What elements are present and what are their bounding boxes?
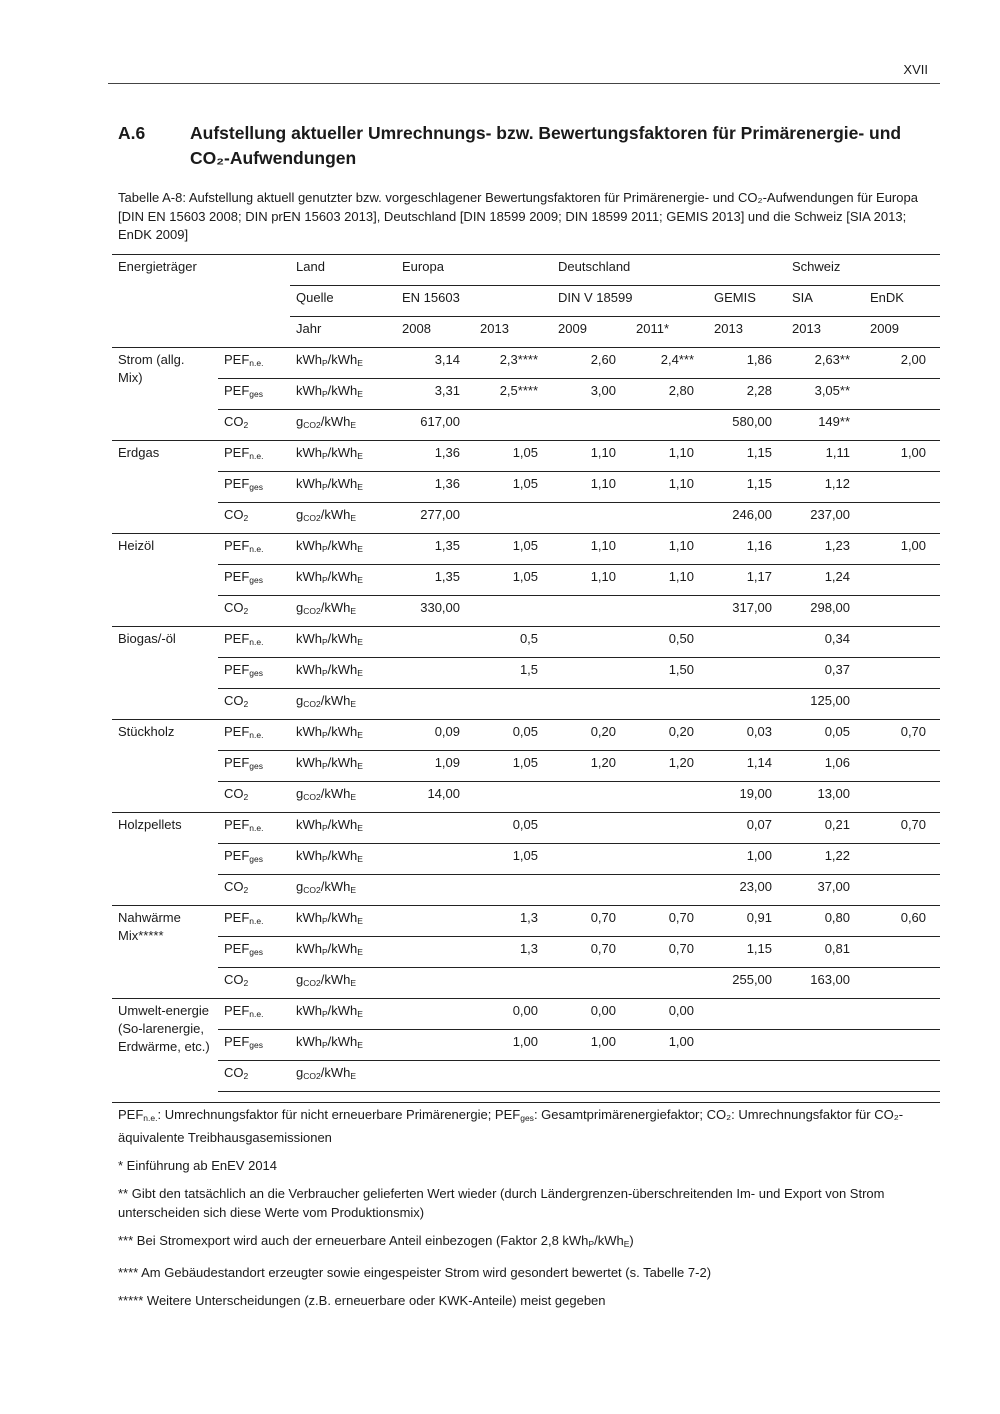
energy-carrier-name: Nahwärme Mix***** (112, 906, 218, 999)
value-cell (630, 875, 708, 906)
value-cell (396, 689, 474, 720)
value-cell (396, 906, 474, 937)
unit-label: kWh$_P$/kWh$_E$ (290, 751, 396, 782)
value-cell: 277,00 (396, 503, 474, 534)
value-cell: 0,05 (474, 720, 552, 751)
value-cell (474, 596, 552, 627)
value-cell: 125,00 (786, 689, 864, 720)
table-caption: Tabelle A-8: Aufstellung aktuell genutzter bzw. vorgeschlagener Bewertungsfaktoren für Primärenergie- und CO₂-Aufwendungen für Europa [DIN EN 15603 2008; DIN prEN 15603 2013], Deutschland [DIN 18599 2009; DIN 18599 2011; GEMIS 2013] und die Schweiz [SIA 2013; EnDK 2009] (118, 190, 918, 242)
value-cell: 0,60 (864, 906, 940, 937)
value-cell (630, 968, 708, 999)
value-cell: 0,20 (552, 720, 630, 751)
table-row (112, 968, 940, 999)
value-cell: 1,15 (708, 472, 786, 503)
factor-label: $PEF_{ges}$ (218, 751, 290, 782)
unit-label: kWh$_P$/kWh$_E$ (290, 844, 396, 875)
header-europa: Europa (396, 255, 552, 286)
value-cell: 0,00 (474, 999, 552, 1030)
factor-label: $PEF_{ges}$ (218, 844, 290, 875)
value-cell: 1,10 (552, 565, 630, 596)
value-cell (396, 999, 474, 1030)
value-cell: 1,24 (786, 565, 864, 596)
value-cell: 317,00 (708, 596, 786, 627)
value-cell: 23,00 (708, 875, 786, 906)
header-jahr: Jahr (290, 317, 396, 348)
value-cell (552, 689, 630, 720)
note-1: * Einführung ab EnEV 2014 (118, 1158, 278, 1173)
value-cell (396, 1030, 474, 1061)
header-year: 2008 (396, 317, 474, 348)
header-year: 2011* (630, 317, 708, 348)
value-cell (552, 782, 630, 813)
unit-label: kWh$_P$/kWh$_E$ (290, 441, 396, 472)
value-cell: 1,00 (630, 1030, 708, 1061)
value-cell: 2,00 (864, 348, 940, 379)
energy-carrier-name: Biogas/-öl (112, 627, 218, 720)
value-cell: 3,31 (396, 379, 474, 410)
value-cell (864, 875, 940, 906)
table-row (112, 999, 940, 1030)
value-cell (474, 782, 552, 813)
value-cell (864, 937, 940, 968)
value-cell: 1,16 (708, 534, 786, 565)
value-cell (630, 596, 708, 627)
value-cell: 163,00 (786, 968, 864, 999)
value-cell (864, 999, 940, 1030)
unit-label: $g_{CO2}/kWh_E$ (290, 875, 396, 906)
value-cell (708, 1030, 786, 1061)
value-cell: 0,00 (630, 999, 708, 1030)
value-cell (864, 503, 940, 534)
factor-label: $PEF_{ges}$ (218, 937, 290, 968)
energy-carrier-name: Strom (allg. Mix) (112, 348, 218, 441)
value-cell: 1,23 (786, 534, 864, 565)
value-cell: 1,17 (708, 565, 786, 596)
value-cell (552, 627, 630, 658)
value-cell: 0,81 (786, 937, 864, 968)
value-cell: 2,63** (786, 348, 864, 379)
value-cell: 1,35 (396, 565, 474, 596)
header-dinv18599: DIN V 18599 (552, 286, 708, 317)
header-quelle: Quelle (290, 286, 396, 317)
value-cell: 19,00 (708, 782, 786, 813)
value-cell: 2,4*** (630, 348, 708, 379)
table-row (112, 813, 940, 844)
value-cell: 1,35 (396, 534, 474, 565)
factor-label: $CO_2$ (218, 782, 290, 813)
value-cell: 1,3 (474, 906, 552, 937)
value-cell (552, 658, 630, 689)
value-cell (864, 627, 940, 658)
value-cell (708, 627, 786, 658)
value-cell: 1,10 (630, 472, 708, 503)
value-cell (552, 875, 630, 906)
value-cell (552, 410, 630, 441)
value-cell: 1,3 (474, 937, 552, 968)
factor-label: $PEF_{n.e.}$ (218, 999, 290, 1030)
value-cell: 1,10 (630, 565, 708, 596)
unit-label: kWh$_P$/kWh$_E$ (290, 658, 396, 689)
unit-label: $g_{CO2}/kWh_E$ (290, 782, 396, 813)
factor-label: $PEF_{n.e.}$ (218, 906, 290, 937)
value-cell: 580,00 (708, 410, 786, 441)
value-cell (396, 813, 474, 844)
header-sia: SIA (786, 286, 864, 317)
table-row (112, 379, 940, 410)
value-cell (630, 844, 708, 875)
header-land: Land (290, 255, 396, 286)
energy-carrier-name: Erdgas (112, 441, 218, 534)
value-cell: 0,34 (786, 627, 864, 658)
value-cell: 1,50 (630, 658, 708, 689)
value-cell: 0,00 (552, 999, 630, 1030)
unit-label: kWh$_P$/kWh$_E$ (290, 999, 396, 1030)
value-cell: 1,86 (708, 348, 786, 379)
factor-label: $CO_2$ (218, 410, 290, 441)
factor-table (112, 254, 940, 1092)
unit-label: kWh$_P$/kWh$_E$ (290, 379, 396, 410)
value-cell: 2,60 (552, 348, 630, 379)
value-cell (708, 1061, 786, 1092)
value-cell (396, 844, 474, 875)
unit-label: $g_{CO2}/kWh_E$ (290, 968, 396, 999)
value-cell: 1,10 (552, 534, 630, 565)
header-year: 2009 (864, 317, 940, 348)
value-cell (864, 751, 940, 782)
value-cell: 2,80 (630, 379, 708, 410)
value-cell (396, 1061, 474, 1092)
value-cell (630, 1061, 708, 1092)
value-cell: 0,70 (630, 906, 708, 937)
value-cell (552, 596, 630, 627)
table-row (112, 534, 940, 565)
value-cell (864, 844, 940, 875)
value-cell (552, 968, 630, 999)
value-cell: 1,00 (552, 1030, 630, 1061)
table-row (112, 658, 940, 689)
value-cell (474, 410, 552, 441)
value-cell (786, 999, 864, 1030)
value-cell (786, 1030, 864, 1061)
value-cell (708, 999, 786, 1030)
value-cell (630, 689, 708, 720)
value-cell: 1,00 (864, 441, 940, 472)
value-cell: 0,5 (474, 627, 552, 658)
note-2: ** Gibt den tatsächlich an die Verbraucher gelieferten Wert wieder (durch Ländergrenzen-überschreitenden Im- und Export von Strom unterscheiden sich diese Werte vom Produktionsmix) (118, 1186, 885, 1220)
section-number: A.6 (118, 123, 146, 143)
value-cell: 0,05 (786, 720, 864, 751)
value-cell (474, 1061, 552, 1092)
table-row (112, 410, 940, 441)
unit-label: $g_{CO2}/kWh_E$ (290, 503, 396, 534)
unit-label: kWh$_P$/kWh$_E$ (290, 813, 396, 844)
value-cell: 246,00 (708, 503, 786, 534)
section-title: Aufstellung aktueller Umrechnungs- bzw. Bewertungsfaktoren für Primärenergie- und CO₂-Aufwendungen (190, 123, 902, 168)
table-row (112, 875, 940, 906)
value-cell (552, 844, 630, 875)
value-cell: 1,10 (630, 534, 708, 565)
value-cell: 1,10 (630, 441, 708, 472)
value-cell: 1,10 (552, 441, 630, 472)
factor-label: $PEF_{n.e.}$ (218, 720, 290, 751)
value-cell (864, 565, 940, 596)
factor-label: $CO_2$ (218, 875, 290, 906)
value-cell: 1,05 (474, 441, 552, 472)
value-cell (864, 968, 940, 999)
value-cell: 1,05 (474, 844, 552, 875)
unit-label: kWh$_P$/kWh$_E$ (290, 627, 396, 658)
value-cell: 0,37 (786, 658, 864, 689)
value-cell: 1,05 (474, 751, 552, 782)
value-cell (552, 1061, 630, 1092)
header-year: 2013 (474, 317, 552, 348)
factor-label: $PEF_{ges}$ (218, 472, 290, 503)
value-cell (630, 503, 708, 534)
table-row (112, 1030, 940, 1061)
unit-label: $g_{CO2}/kWh_E$ (290, 1061, 396, 1092)
table-notes (112, 1102, 940, 1319)
value-cell (864, 1061, 940, 1092)
header-endk: EnDK (864, 286, 940, 317)
table-row (112, 844, 940, 875)
header-gemis: GEMIS (708, 286, 786, 317)
value-cell (396, 937, 474, 968)
table-row (112, 751, 940, 782)
unit-label: $g_{CO2}/kWh_E$ (290, 689, 396, 720)
table-row (112, 565, 940, 596)
value-cell (864, 379, 940, 410)
value-cell: 1,15 (708, 441, 786, 472)
value-cell: 1,15 (708, 937, 786, 968)
value-cell: 1,09 (396, 751, 474, 782)
value-cell: 1,22 (786, 844, 864, 875)
value-cell (864, 658, 940, 689)
value-cell: 237,00 (786, 503, 864, 534)
header-energietraeger: Energieträger (112, 255, 218, 348)
value-cell: 1,00 (474, 1030, 552, 1061)
value-cell (396, 658, 474, 689)
value-cell: 1,20 (630, 751, 708, 782)
value-cell: 3,14 (396, 348, 474, 379)
value-cell: 298,00 (786, 596, 864, 627)
factor-label: $CO_2$ (218, 1061, 290, 1092)
table-row (112, 441, 940, 472)
value-cell (474, 875, 552, 906)
value-cell: 1,11 (786, 441, 864, 472)
note-5: ***** Weitere Unterscheidungen (z.B. erneuerbare oder KWK-Anteile) meist gegeben (118, 1293, 606, 1308)
value-cell: 1,05 (474, 534, 552, 565)
header-row-land (112, 255, 940, 286)
unit-label: kWh$_P$/kWh$_E$ (290, 534, 396, 565)
unit-label: kWh$_P$/kWh$_E$ (290, 348, 396, 379)
value-cell: 149** (786, 410, 864, 441)
factor-label: $CO_2$ (218, 596, 290, 627)
factor-label: $PEF_{ges}$ (218, 565, 290, 596)
table-row (112, 348, 940, 379)
value-cell (864, 689, 940, 720)
energy-carrier-name: Umwelt-energie (So-larenergie, Erdwärme, etc.) (112, 999, 218, 1092)
value-cell: 1,5 (474, 658, 552, 689)
table-row (112, 906, 940, 937)
value-cell: 37,00 (786, 875, 864, 906)
unit-label: kWh$_P$/kWh$_E$ (290, 906, 396, 937)
factor-label: $PEF_{n.e.}$ (218, 441, 290, 472)
value-cell (864, 472, 940, 503)
table-row (112, 627, 940, 658)
value-cell: 1,36 (396, 441, 474, 472)
table-row (112, 937, 940, 968)
table-row (112, 782, 940, 813)
value-cell: 0,50 (630, 627, 708, 658)
value-cell (708, 658, 786, 689)
value-cell: 0,70 (552, 937, 630, 968)
value-cell (630, 813, 708, 844)
value-cell (474, 503, 552, 534)
unit-label: kWh$_P$/kWh$_E$ (290, 565, 396, 596)
energy-carrier-name: Heizöl (112, 534, 218, 627)
value-cell: 1,20 (552, 751, 630, 782)
energy-carrier-name: Holzpellets (112, 813, 218, 906)
value-cell: 1,10 (552, 472, 630, 503)
unit-label: kWh$_P$/kWh$_E$ (290, 472, 396, 503)
value-cell: 1,12 (786, 472, 864, 503)
value-cell: 1,14 (708, 751, 786, 782)
factor-label: $PEF_{n.e.}$ (218, 813, 290, 844)
header-en15603: EN 15603 (396, 286, 552, 317)
value-cell: 255,00 (708, 968, 786, 999)
factor-label: $PEF_{n.e.}$ (218, 627, 290, 658)
value-cell (396, 968, 474, 999)
value-cell (864, 782, 940, 813)
value-cell: 2,3**** (474, 348, 552, 379)
table-row (112, 720, 940, 751)
value-cell: 2,28 (708, 379, 786, 410)
value-cell: 0,70 (864, 813, 940, 844)
value-cell: 14,00 (396, 782, 474, 813)
unit-label: kWh$_P$/kWh$_E$ (290, 720, 396, 751)
value-cell: 1,06 (786, 751, 864, 782)
value-cell: 0,70 (552, 906, 630, 937)
table-row (112, 472, 940, 503)
value-cell: 0,80 (786, 906, 864, 937)
note-legend: $PEF_{n.e.}$: Umrechnungsfaktor für nicht erneuerbare Primärenergie; $PEF_{ges}$: Gesamtprimärenergiefaktor; CO₂: Umrechnungsfaktor für CO₂-äquivalente Treibhausgasemissionen (118, 1107, 904, 1145)
factor-label: $CO_2$ (218, 689, 290, 720)
value-cell: 330,00 (396, 596, 474, 627)
unit-label: kWh$_P$/kWh$_E$ (290, 1030, 396, 1061)
header-schweiz: Schweiz (786, 255, 940, 286)
value-cell (630, 782, 708, 813)
value-cell: 0,21 (786, 813, 864, 844)
value-cell (474, 968, 552, 999)
factor-label: $PEF_{n.e.}$ (218, 534, 290, 565)
energy-carrier-name: Stückholz (112, 720, 218, 813)
value-cell: 13,00 (786, 782, 864, 813)
table-row (112, 1061, 940, 1092)
factor-label: $PEF_{n.e.}$ (218, 348, 290, 379)
value-cell (864, 1030, 940, 1061)
value-cell: 0,09 (396, 720, 474, 751)
table-row (112, 596, 940, 627)
value-cell: 1,00 (864, 534, 940, 565)
value-cell: 3,00 (552, 379, 630, 410)
unit-label: $g_{CO2}/kWh_E$ (290, 596, 396, 627)
value-cell (864, 596, 940, 627)
value-cell (864, 410, 940, 441)
factor-label: $CO_2$ (218, 968, 290, 999)
value-cell: 0,91 (708, 906, 786, 937)
header-rule (108, 83, 940, 84)
value-cell (630, 410, 708, 441)
value-cell: 0,70 (630, 937, 708, 968)
value-cell: 2,5**** (474, 379, 552, 410)
value-cell: 0,07 (708, 813, 786, 844)
table-row (112, 503, 940, 534)
table-row (112, 689, 940, 720)
value-cell: 0,03 (708, 720, 786, 751)
value-cell: 0,05 (474, 813, 552, 844)
value-cell: 3,05** (786, 379, 864, 410)
value-cell: 1,05 (474, 565, 552, 596)
header-row-jahr (112, 317, 940, 348)
value-cell: 0,70 (864, 720, 940, 751)
header-year: 2013 (708, 317, 786, 348)
value-cell (552, 813, 630, 844)
unit-label: $g_{CO2}/kWh_E$ (290, 410, 396, 441)
value-cell (396, 627, 474, 658)
header-deutschland: Deutschland (552, 255, 786, 286)
value-cell: 1,36 (396, 472, 474, 503)
value-cell (708, 689, 786, 720)
value-cell: 1,00 (708, 844, 786, 875)
factor-label: $PEF_{ges}$ (218, 379, 290, 410)
value-cell (396, 875, 474, 906)
factor-label: $PEF_{ges}$ (218, 1030, 290, 1061)
note-4: **** Am Gebäudestandort erzeugter sowie eingespeister Strom wird gesondert bewertet (s. Tabelle 7-2) (118, 1265, 712, 1280)
value-cell (786, 1061, 864, 1092)
factor-label: $CO_2$ (218, 503, 290, 534)
value-cell: 0,20 (630, 720, 708, 751)
factor-label: $PEF_{ges}$ (218, 658, 290, 689)
header-year: 2013 (786, 317, 864, 348)
page-number: XVII (903, 62, 928, 77)
header-row-quelle (112, 286, 940, 317)
unit-label: kWh$_P$/kWh$_E$ (290, 937, 396, 968)
value-cell: 617,00 (396, 410, 474, 441)
value-cell (552, 503, 630, 534)
note-3: *** Bei Stromexport wird auch der erneuerbare Anteil einbezogen (Faktor 2,8 kWh$_P$/kWh$_E$) (118, 1233, 634, 1249)
value-cell (474, 689, 552, 720)
header-year: 2009 (552, 317, 630, 348)
value-cell: 1,05 (474, 472, 552, 503)
